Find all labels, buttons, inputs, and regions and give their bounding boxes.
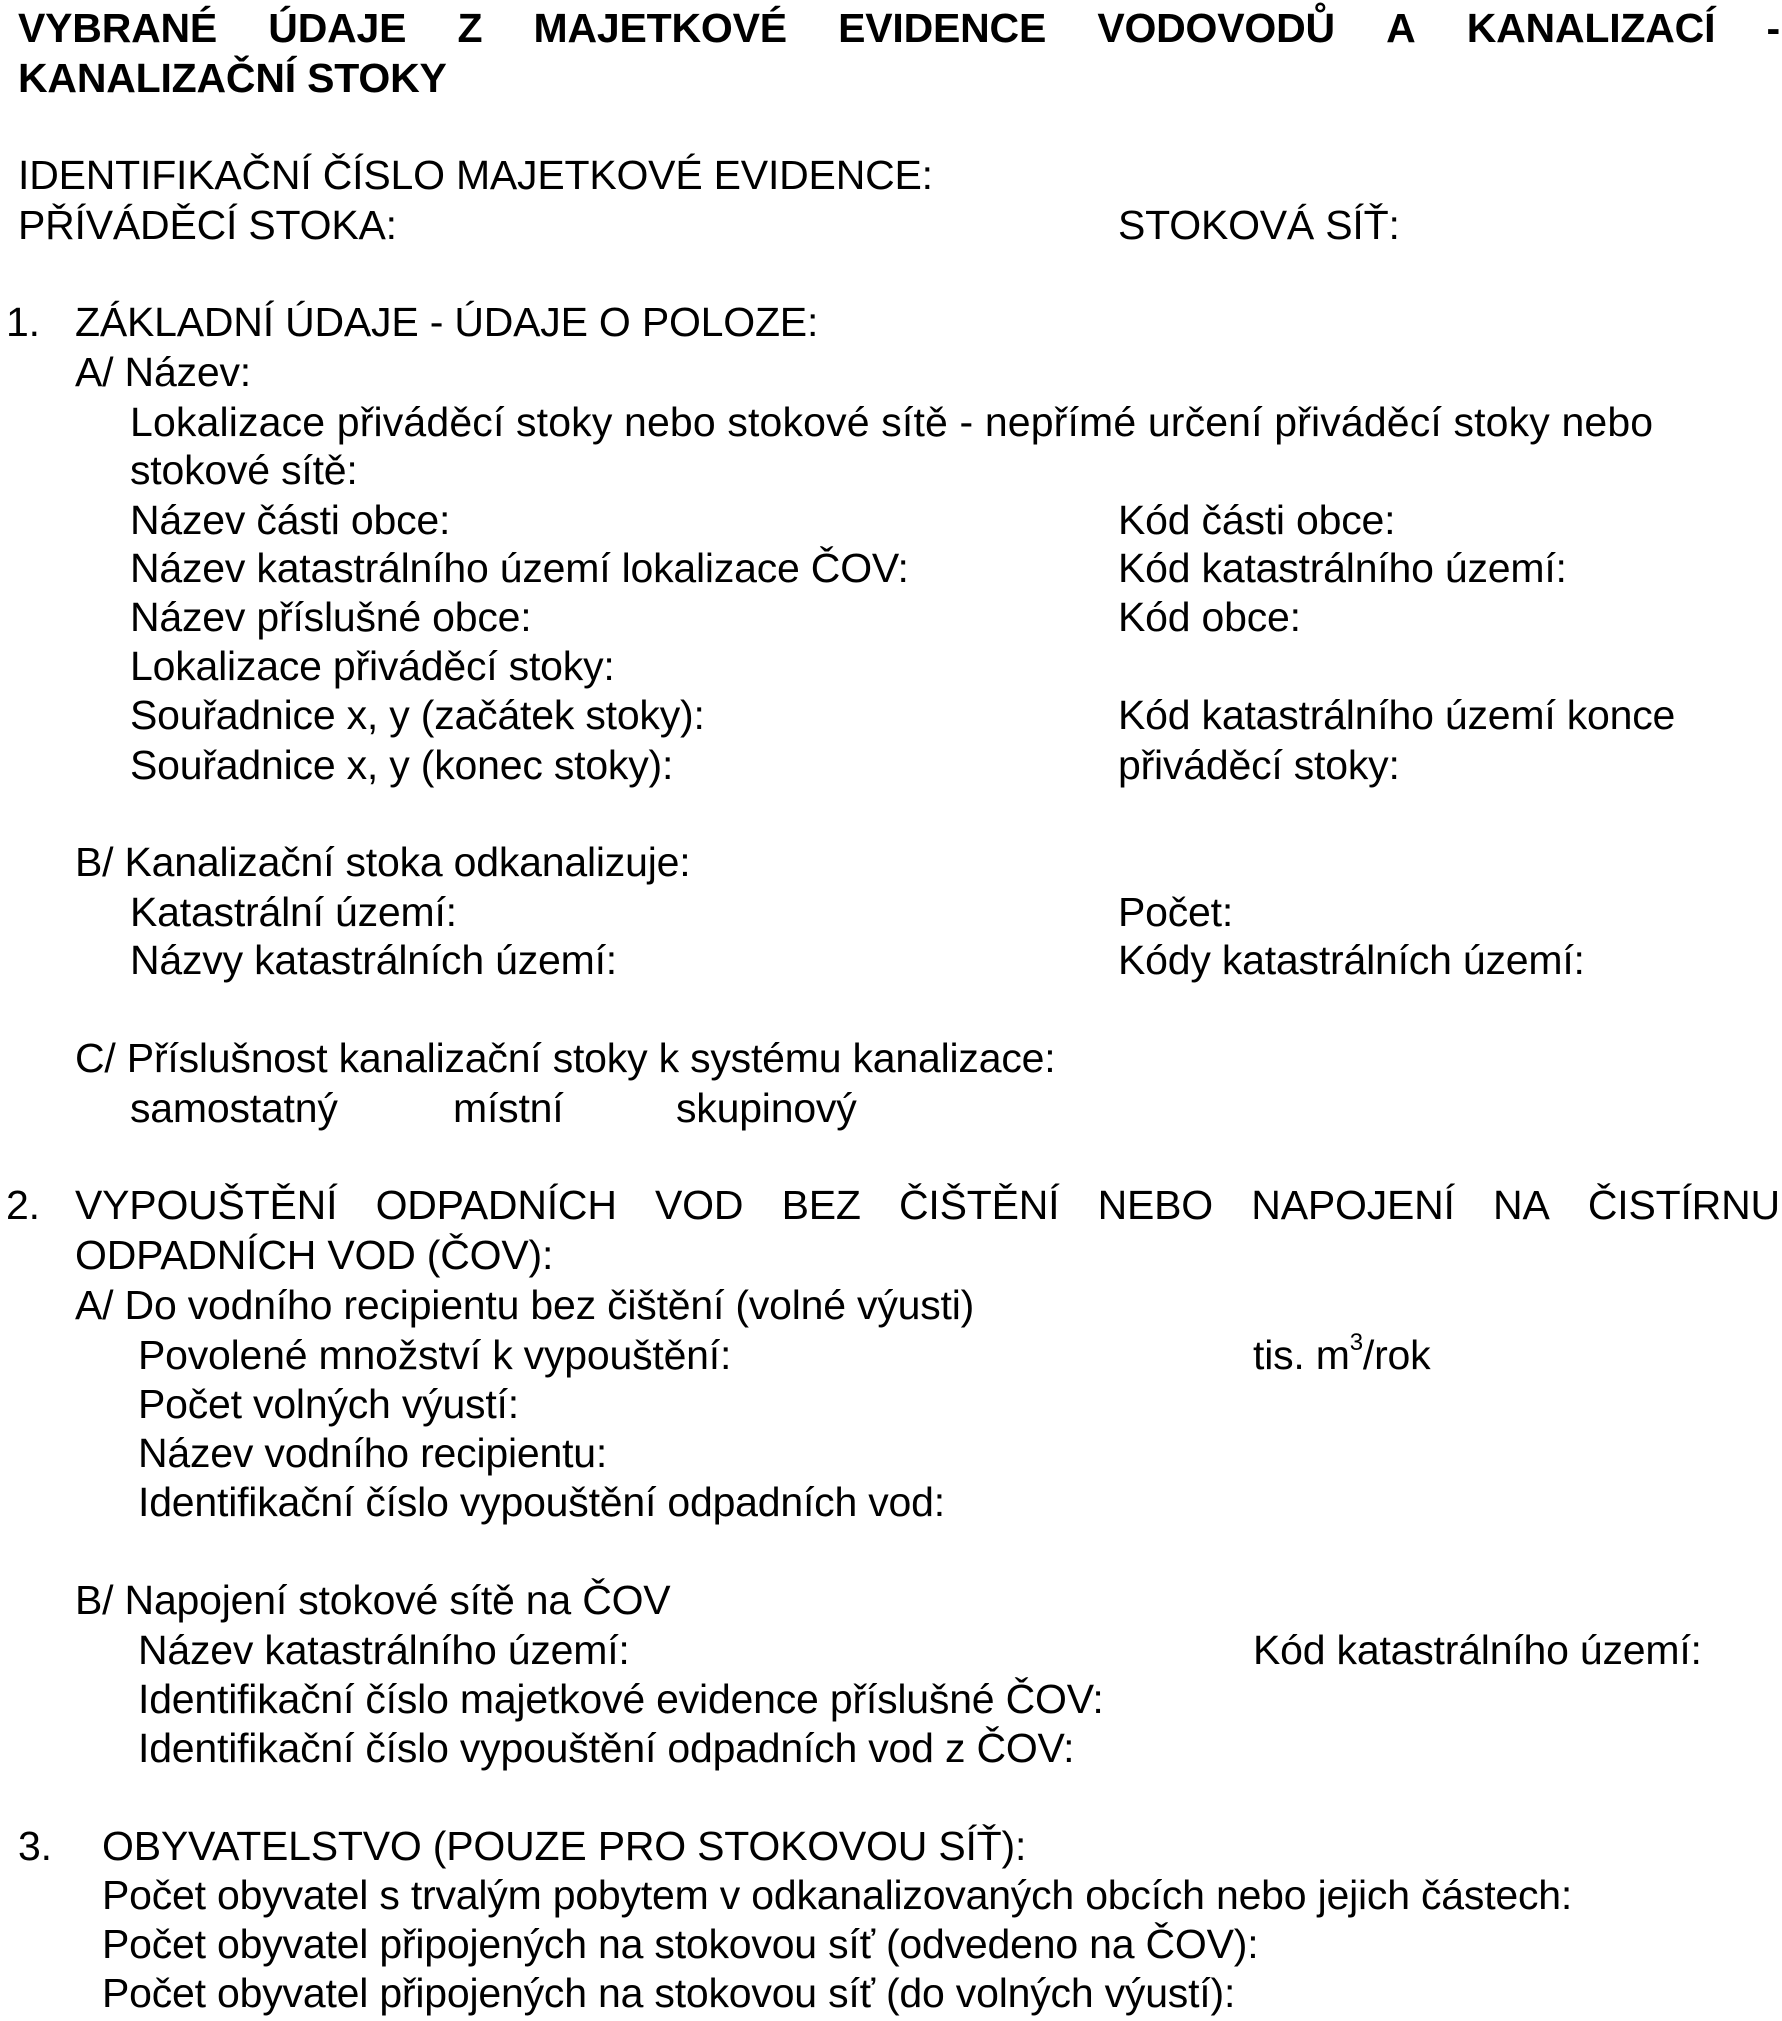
kod-kat-uzemi-konce-line1: Kód katastrálního území konce [1118,692,1676,738]
unit-suffix: /rok [1362,1332,1431,1378]
option-skupinovy: skupinový [676,1085,857,1131]
section2-title-word: ČIŠTĚNÍ [898,1182,1060,1228]
katastralni-uzemi-label: Katastrální území: [130,889,457,935]
section2-title-word: BEZ [781,1182,861,1228]
title-word: KANALIZACÍ [1466,5,1716,51]
lokalizace-text-line1: Lokalizace přiváděcí stoky nebo stokové sítě - nepřímé určení přiváděcí stoky nebo [130,399,1654,445]
section3-title: OBYVATELSTVO (POUZE PRO STOKOVOU SÍŤ): [102,1823,1027,1869]
section2-title-word: NA [1493,1182,1550,1228]
kod-casti-obce-label: Kód části obce: [1118,497,1396,543]
pocet-volnych-vyusti-label: Počet volných výustí: [138,1381,519,1427]
section2-number: 2. [6,1182,40,1228]
section2-title-word: ČISTÍRNU [1587,1182,1780,1228]
lokalizace-text-line2: stokové sítě: [130,447,358,493]
kod-kat-uzemi-label: Kód katastrálního území: [1118,545,1567,591]
unit-label [1253,1329,1431,1378]
option-samostatny: samostatný [130,1085,338,1131]
title-word: A [1386,5,1416,51]
povolene-mnozstvi-label: Povolené množství k vypouštění: [138,1332,732,1378]
souradnice-zacatek-label: Souřadnice x, y (začátek stoky): [130,692,705,738]
section2-title-word: VOD [655,1182,744,1228]
nazev-kat-uzemi-cov-label: Název katastrálního území lokalizace ČOV: [130,545,909,591]
document-title-line1 [18,5,1780,51]
section1-number: 1. [6,299,40,345]
kod-obce-label: Kód obce: [1118,594,1301,640]
section2b-title: B/ Napojení stokové sítě na ČOV [75,1577,671,1623]
section2-title-line1 [75,1182,1780,1228]
title-word: VODOVODŮ [1097,5,1335,51]
b-id-majetkove-label: Identifikační číslo majetkové evidence příslušné ČOV: [138,1676,1104,1722]
section2-title-line2: ODPADNÍCH VOD (ČOV): [75,1232,554,1278]
lokalizace-privadeci-label: Lokalizace přiváděcí stoky: [130,643,615,689]
kod-kat-uzemi-konce-line2: přiváděcí stoky: [1118,742,1400,788]
unit-superscript: 3 [1349,1329,1363,1356]
section1b-title: B/ Kanalizační stoka odkanalizuje: [75,839,691,885]
b-nazev-kat-uzemi-label: Název katastrálního území: [138,1627,630,1673]
section2-title-word: NEBO [1097,1182,1214,1228]
section3-line3: Počet obyvatel připojených na stokovou síť (do volných výustí): [102,1970,1236,2016]
b-kod-kat-uzemi-label: Kód katastrálního území: [1253,1627,1702,1673]
section3-line1: Počet obyvatel s trvalým pobytem v odkanalizovaných obcích nebo jejich částech: [102,1872,1573,1918]
b-id-vypousteni-label: Identifikační číslo vypouštění odpadních vod z ČOV: [138,1725,1075,1771]
nazev-prislusne-obce-label: Název příslušné obce: [130,594,532,640]
nazvy-kat-uzemi-label: Názvy katastrálních území: [130,937,617,983]
title-word: MAJETKOVÉ [533,5,787,51]
section2-title-word: VYPOUŠTĚNÍ [75,1182,338,1228]
stokova-sit-label: STOKOVÁ SÍŤ: [1118,202,1400,248]
section1a-title: A/ Název: [75,349,251,395]
id-label: IDENTIFIKAČNÍ ČÍSLO MAJETKOVÉ EVIDENCE: [18,152,933,198]
title-word: - [1766,5,1780,51]
nazev-recipientu-label: Název vodního recipientu: [138,1430,608,1476]
nazev-casti-obce-label: Název části obce: [130,497,451,543]
document-title-line2: KANALIZAČNÍ STOKY [18,55,447,101]
souradnice-konec-label: Souřadnice x, y (konec stoky): [130,742,674,788]
privadeci-stoka-label: PŘÍVÁDĚCÍ STOKA: [18,202,397,248]
section2-title-word: ODPADNÍCH [375,1182,617,1228]
section3-line2: Počet obyvatel připojených na stokovou síť (odvedeno na ČOV): [102,1921,1259,1967]
section2a-title: A/ Do vodního recipientu bez čištění (volné výusti) [75,1282,975,1328]
pocet-label: Počet: [1118,889,1234,935]
kody-kat-uzemi-label: Kódy katastrálních území: [1118,937,1585,983]
title-word: Z [457,5,483,51]
section1-title: ZÁKLADNÍ ÚDAJE - ÚDAJE O POLOZE: [75,299,819,345]
section3-number: 3. [18,1823,52,1869]
id-vypousteni-label: Identifikační číslo vypouštění odpadních vod: [138,1479,945,1525]
section1c-title: C/ Příslušnost kanalizační stoky k systému kanalizace: [75,1035,1056,1081]
option-mistni: místní [453,1085,564,1131]
title-word: EVIDENCE [838,5,1047,51]
title-word: ÚDAJE [268,5,407,51]
unit-prefix: tis. m [1253,1332,1350,1378]
title-word: VYBRANÉ [18,5,218,51]
section2-title-word: NAPOJENÍ [1251,1182,1455,1228]
